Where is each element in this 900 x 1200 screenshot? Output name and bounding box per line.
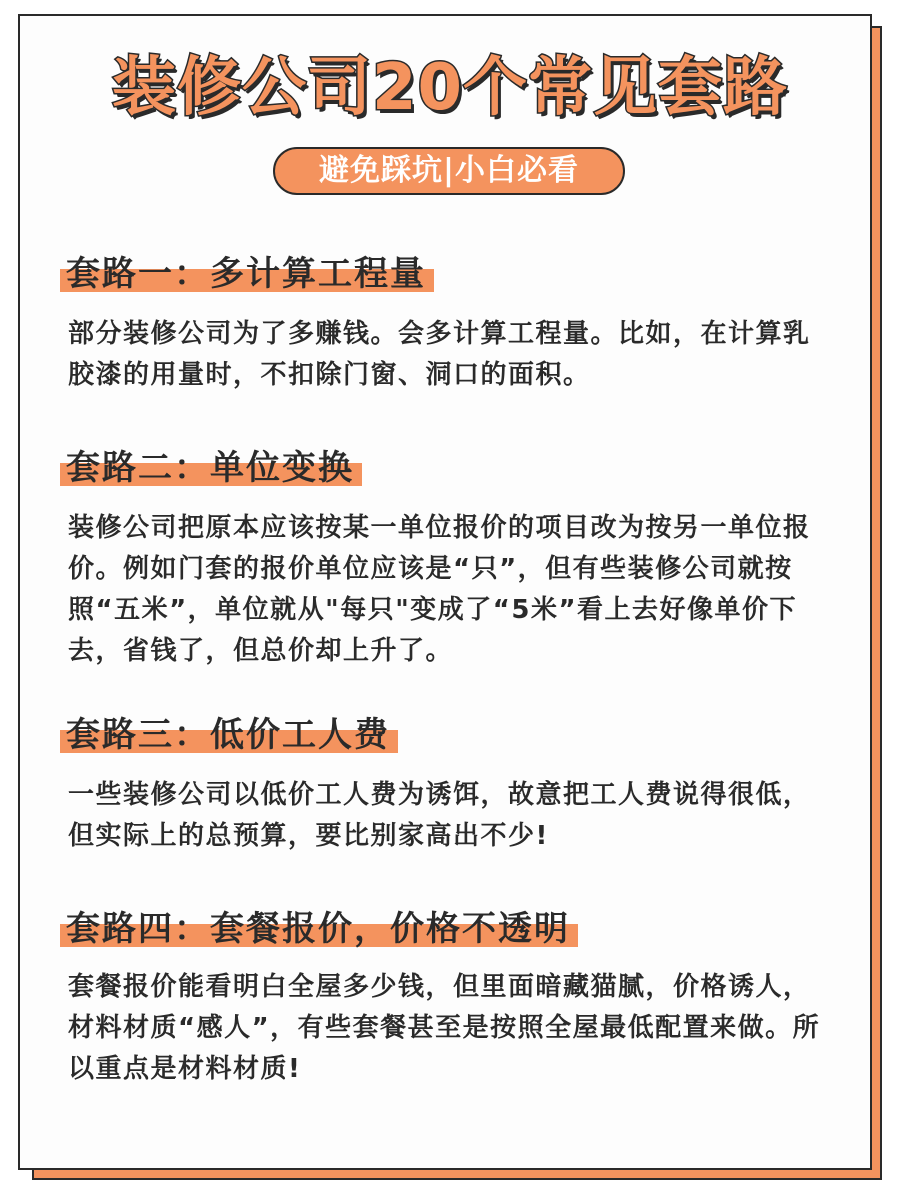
- section-heading-2: 套路二：单位变换: [60, 444, 362, 492]
- section-body-2: 装修公司把原本应该按某一单位报价的项目改为按另一单位报价。例如门套的报价单位应该是“只”，但有些装修公司就按照“五米”，单位就从"每只"变成了“5米”看上去好像单价下去，省钱了，但总价却上升了。: [68, 513, 811, 666]
- section-heading-4: 套路四：套餐报价，价格不透明: [60, 905, 578, 953]
- page-title: 装修公司20个常见套路: [111, 51, 789, 125]
- section-heading-3: 套路三：低价工人费: [60, 711, 398, 759]
- section-body-1: 部分装修公司为了多赚钱。会多计算工程量。比如，在计算乳胶漆的用量时，不扣除门窗、洞口的面积。: [68, 319, 811, 390]
- section-body-4: 套餐报价能看明白全屋多少钱，但里面暗藏猫腻，价格诱人，材料材质“感人”，有些套餐甚至是按照全屋最低配置来做。所以重点是材料材质!: [68, 972, 821, 1084]
- section-heading-1: 套路一：多计算工程量: [60, 250, 434, 298]
- section-body-3: 一些装修公司以低价工人费为诱饵，故意把工人费说得很低，但实际上的总预算，要比别家高出不少!: [68, 780, 811, 851]
- subtitle-badge: 避免踩坑|小白必看: [273, 147, 625, 195]
